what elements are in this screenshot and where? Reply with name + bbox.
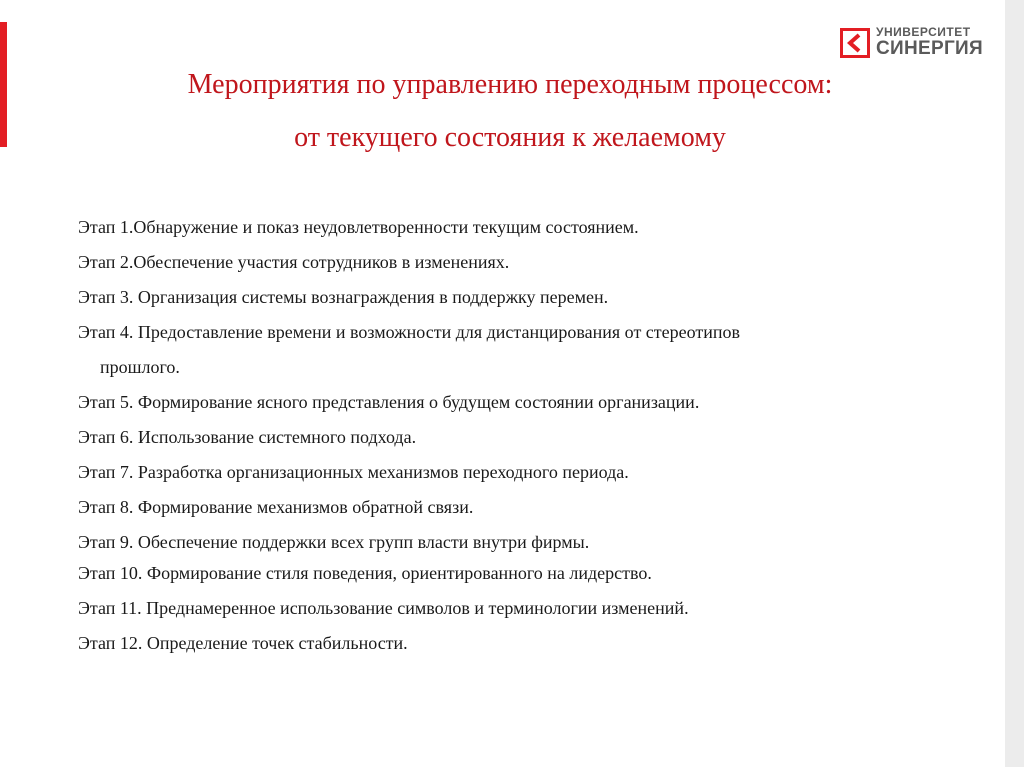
- step-text: Этап 12. Определение точек стабильности.: [78, 633, 408, 653]
- title-line-2: от текущего состояния к желаемому: [294, 122, 726, 153]
- step-item: [78, 215, 943, 250]
- step-item: [78, 495, 943, 530]
- synergy-logo-icon: [840, 28, 870, 58]
- step-text: Этап 6. Использование системного подхода.: [78, 427, 417, 447]
- title-line-1: Мероприятия по управлению переходным процессом:: [187, 69, 833, 100]
- step-item: [78, 250, 943, 285]
- step-text: Этап 5. Формирование ясного представления о будущем состоянии организации.: [78, 392, 700, 412]
- step-text: Этап 9. Обеспечение поддержки всех групп власти внутри фирмы.: [78, 532, 590, 552]
- step-text: Этап 10. Формирование стиля поведения, ориентированного на лидерство.: [78, 563, 652, 583]
- step-text: Этап 2.Обеспечение участия сотрудников в изменениях.: [78, 252, 510, 272]
- step-item: [78, 596, 943, 631]
- step-text: Этап 7. Разработка организационных механизмов переходного периода.: [78, 462, 629, 482]
- step-text: Этап 8. Формирование механизмов обратной связи.: [78, 497, 474, 517]
- logo-line-university: УНИВЕРСИТЕТ: [876, 25, 971, 39]
- step-text: Этап 4. Предоставление времени и возможности для дистанцирования от стереотипов: [78, 322, 741, 342]
- side-strip: [1005, 0, 1024, 767]
- logo-line-synergy: СИНЕРГИЯ: [876, 38, 983, 59]
- step-item: [78, 425, 943, 460]
- step-text: Этап 1.Обнаружение и показ неудовлетворенности текущим состоянием.: [78, 217, 639, 237]
- step-text: Этап 11. Преднамеренное использование символов и терминологии изменений.: [78, 598, 689, 618]
- step-item: [78, 390, 943, 425]
- steps-list: [78, 215, 943, 666]
- step-item: [78, 561, 943, 596]
- slide-title: [60, 58, 960, 164]
- step-item: [78, 320, 943, 390]
- step-item: [78, 631, 943, 666]
- step-text: Этап 3. Организация системы вознаграждения в поддержку перемен.: [78, 287, 609, 307]
- logo-text: [876, 25, 983, 59]
- step-item: [78, 530, 943, 561]
- step-item: [78, 460, 943, 495]
- accent-bar: [0, 22, 7, 147]
- step-item: [78, 285, 943, 320]
- university-logo: [840, 25, 995, 61]
- step-text-continuation: прошлого.: [100, 357, 180, 377]
